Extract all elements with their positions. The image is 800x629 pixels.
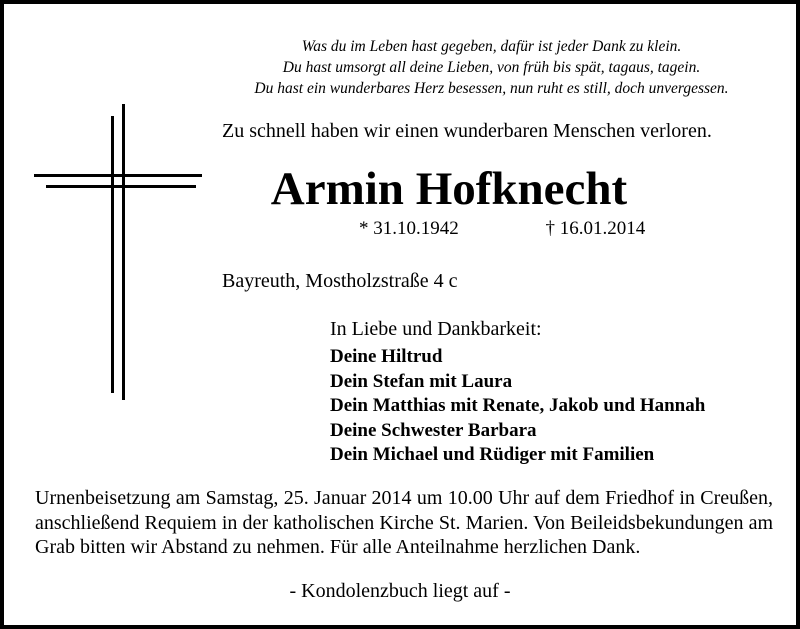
poem-line: Was du im Leben hast gegeben, dafür ist jeder Dank zu klein. — [301, 38, 682, 55]
poem-line: Du hast umsorgt all deine Lieben, von früh bis spät, tagaus, tagein. — [282, 59, 701, 76]
death-date: † 16.01.2014 — [545, 218, 646, 239]
intro-line: Zu schnell haben wir einen wunderbaren Menschen verloren. — [222, 120, 712, 142]
address: Bayreuth, Mostholzstraße 4 c — [222, 270, 458, 292]
cross-icon — [4, 4, 224, 424]
life-dates — [359, 218, 645, 240]
memorial-poem — [204, 36, 779, 99]
thanks-label: In Liebe und Dankbarkeit: — [330, 318, 542, 340]
deceased-name: Armin Hofknecht — [270, 163, 628, 215]
condolence-note: - Kondolenzbuch liegt auf - — [289, 580, 511, 602]
funeral-details: Urnenbeisetzung am Samstag, 25. Januar 2014 um 10.00 Uhr auf dem Friedhof in Creußen, anschließend Requiem in der katholischen Kirche St. Marien. Von Beileidsbekundungen am Grab bitten wir Abstand zu nehmen. Für alle Anteilnahme herzlichen Dank. — [35, 487, 773, 558]
birth-date: * 31.10.1942 — [359, 218, 459, 239]
list-item: Dein Stefan mit Laura — [330, 370, 513, 392]
poem-line: Du hast ein wunderbares Herz besessen, nun ruht es still, doch unvergessen. — [254, 80, 729, 97]
list-item: Deine Schwester Barbara — [330, 419, 537, 441]
list-item: Deine Hiltrud — [330, 346, 443, 367]
list-item: Dein Michael und Rüdiger mit Familien — [330, 444, 655, 465]
mourners-list — [330, 345, 705, 468]
list-item: Dein Matthias mit Renate, Jakob und Hannah — [330, 395, 706, 416]
